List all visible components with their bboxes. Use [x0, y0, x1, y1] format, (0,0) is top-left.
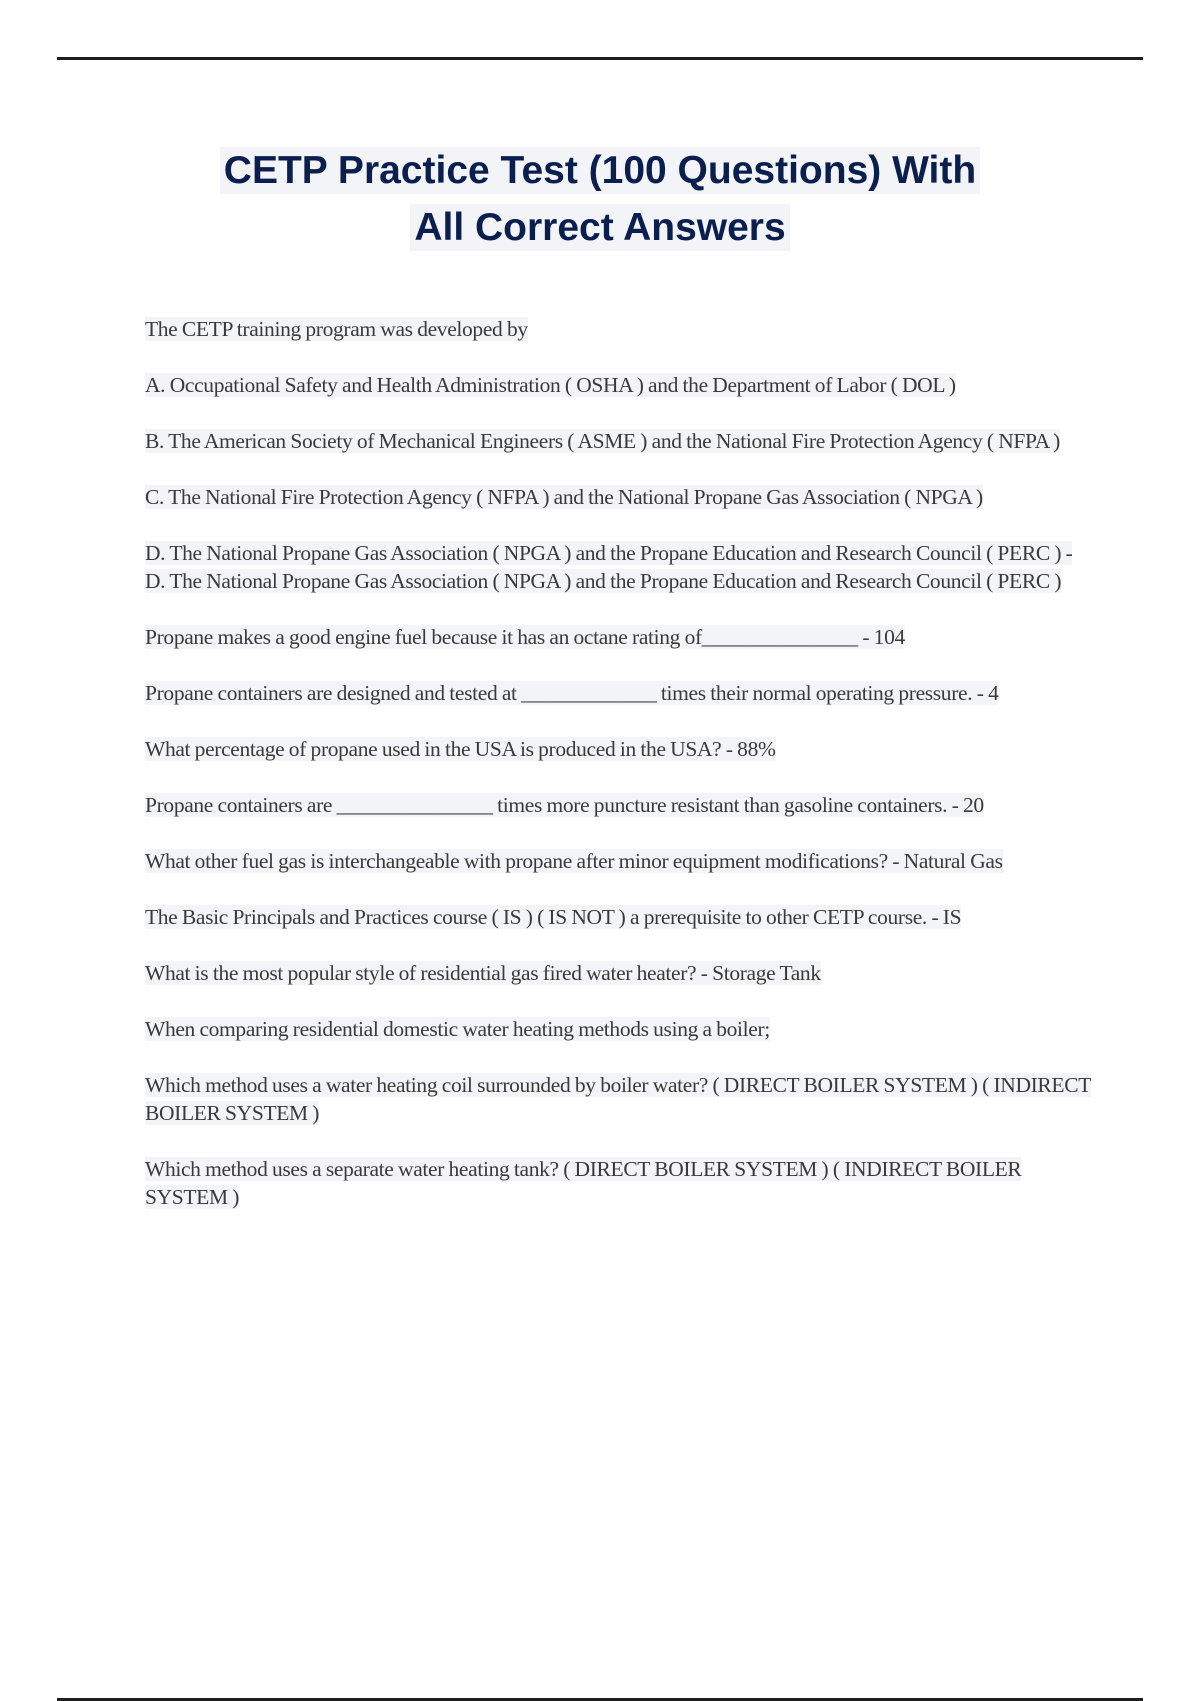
question-heating-coil: Which method uses a water heating coil surrounded by boiler water? ( DIRECT BOILER SYSTEM ) ( INDIRECT BOILER SYSTEM ) [145, 1073, 1091, 1125]
option-d-answer: D. The National Propane Gas Association ( NPGA ) and the Propane Education and Research Council ( PERC ) - D. The National Propane Gas Association ( NPGA ) and the Propane Education and Research Council ( PERC ) [145, 541, 1073, 593]
question-octane: Propane makes a good engine fuel because it has an octane rating of_______________ - 104 [145, 625, 905, 649]
option-a: A. Occupational Safety and Health Administration ( OSHA ) and the Department of Labor ( DOL ) [145, 373, 956, 397]
question-usa-percentage: What percentage of propane used in the USA is produced in the USA? - 88% [145, 737, 776, 761]
option-c: C. The National Fire Protection Agency ( NFPA ) and the National Propane Gas Association ( NPGA ) [145, 485, 983, 509]
option-b: B. The American Society of Mechanical Engineers ( ASME ) and the National Fire Protection Agency ( NFPA ) [145, 429, 1060, 453]
question-test-pressure: Propane containers are designed and tested at _____________ times their normal operating pressure. - 4 [145, 681, 999, 705]
question-prerequisite: The Basic Principals and Practices course ( IS ) ( IS NOT ) a prerequisite to other CETP course. - IS [145, 905, 962, 929]
document-title [60, 142, 1140, 256]
question-intro: The CETP training program was developed by [145, 317, 528, 341]
header-rule [57, 57, 1143, 60]
title-line-2: All Correct Answers [410, 204, 789, 251]
document-body [145, 315, 1095, 1239]
title-line-1: CETP Practice Test (100 Questions) With [220, 147, 980, 194]
question-boiler-intro: When comparing residential domestic water heating methods using a boiler; [145, 1017, 770, 1041]
question-puncture-resistance: Propane containers are _______________ times more puncture resistant than gasoline containers. - 20 [145, 793, 984, 817]
question-interchangeable-gas: What other fuel gas is interchangeable with propane after minor equipment modifications? - Natural Gas [145, 849, 1003, 873]
question-separate-tank: Which method uses a separate water heating tank? ( DIRECT BOILER SYSTEM ) ( INDIRECT BOILER SYSTEM ) [145, 1157, 1022, 1209]
question-water-heater-style: What is the most popular style of residential gas fired water heater? - Storage Tank [145, 961, 821, 985]
